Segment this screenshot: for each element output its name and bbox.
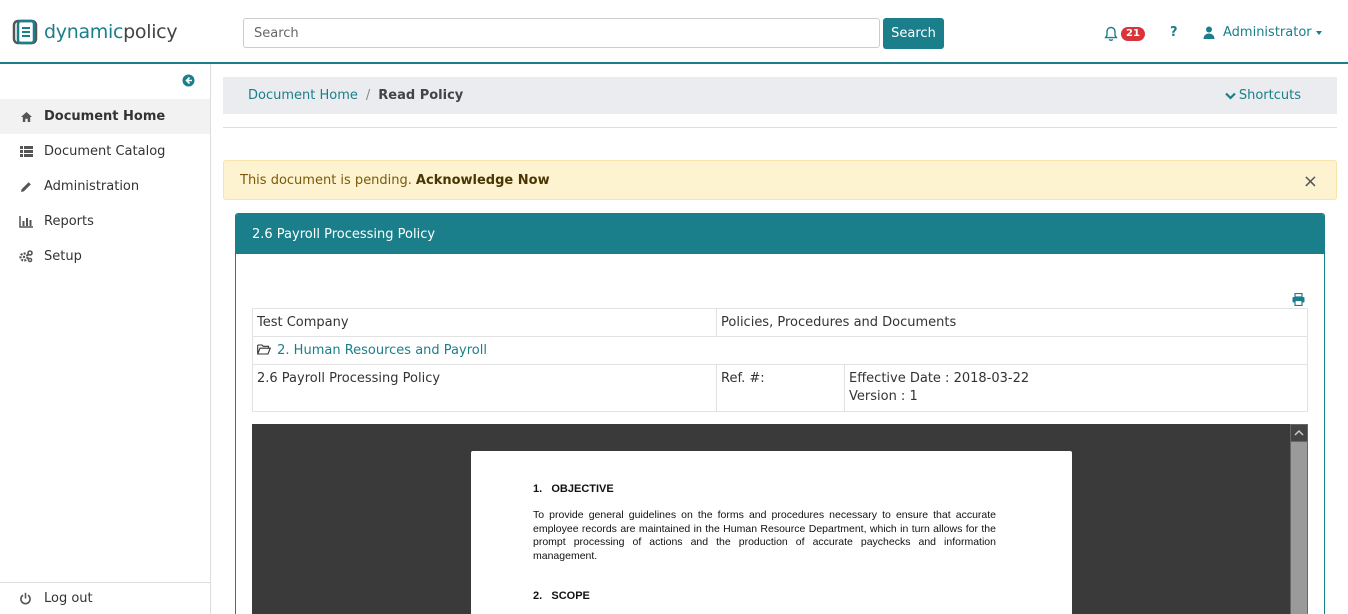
document-viewer[interactable]: [252, 424, 1308, 614]
notification-badge[interactable]: 21: [1121, 27, 1145, 41]
sidebar-item-label: Setup: [44, 249, 82, 264]
chevron-down-icon: [1316, 31, 1322, 35]
folder-link[interactable]: 2. Human Resources and Payroll: [277, 343, 487, 358]
effective-cell: [845, 365, 1308, 412]
category-cell: Policies, Procedures and Documents: [717, 309, 1308, 337]
scroll-up-button[interactable]: [1291, 425, 1307, 441]
sidebar-item-label: Reports: [44, 214, 94, 229]
chevron-up-icon: [1291, 425, 1307, 441]
user-menu[interactable]: [1203, 25, 1322, 40]
ref-cell: Ref. #:: [717, 365, 845, 412]
print-icon[interactable]: [1292, 293, 1305, 306]
sidebar-item-label: Administration: [44, 179, 140, 194]
table-row: [253, 365, 1308, 412]
panel-title: 2.6 Payroll Processing Policy: [236, 214, 1324, 254]
sidebar-item-reports[interactable]: [0, 204, 210, 239]
sidebar-item-document-catalog[interactable]: [0, 134, 210, 169]
logo-text: dynamicpolicy: [44, 21, 178, 43]
alert-text: This document is pending.: [240, 172, 412, 188]
help-icon[interactable]: ?: [1170, 25, 1178, 40]
list-icon: [19, 145, 33, 159]
version: Version : 1: [849, 389, 918, 404]
breadcrumb-home-link[interactable]: Document Home: [248, 88, 358, 103]
sidebar-item-document-home[interactable]: [0, 99, 210, 134]
pending-alert: [223, 160, 1337, 200]
viewer-scrollbar[interactable]: [1290, 424, 1308, 614]
sidebar-item-label: Document Catalog: [44, 144, 166, 159]
chevron-down-icon: [1225, 92, 1236, 100]
shortcuts-label: Shortcuts: [1238, 88, 1301, 103]
document-page: [471, 451, 1072, 614]
gears-icon: [19, 250, 33, 264]
section-heading: 1. OBJECTIVE: [533, 483, 614, 495]
logo[interactable]: [12, 17, 177, 47]
company-cell: Test Company: [253, 309, 717, 337]
close-icon[interactable]: ×: [1302, 171, 1318, 192]
section-text: To provide general guidelines on the forms and procedures necessary to ensure that accurate employee records are maintained in the Human Resource Department, which in turn allows for the prompt processing of actions and the production of accurate paychecks and information management.: [533, 509, 996, 562]
acknowledge-now-link[interactable]: Acknowledge Now: [415, 172, 550, 188]
chart-icon: [19, 215, 33, 229]
sidebar: [0, 64, 211, 614]
sidebar-item-label: Document Home: [44, 109, 166, 124]
bell-icon[interactable]: [1104, 26, 1118, 42]
sidebar-item-administration[interactable]: [0, 169, 210, 204]
folder-cell: [253, 337, 1308, 365]
search-button[interactable]: Search: [883, 18, 944, 49]
user-icon: [1203, 26, 1215, 39]
table-row: [253, 337, 1308, 365]
section-heading: 2. SCOPE: [533, 590, 590, 602]
folder-open-icon: [257, 344, 271, 355]
policy-info-table: [252, 308, 1308, 412]
top-navbar: [0, 0, 1348, 64]
table-row: [253, 309, 1308, 337]
breadcrumb-separator: /: [365, 88, 371, 103]
divider: [223, 127, 1337, 128]
policy-panel: [235, 213, 1325, 614]
shortcuts-toggle[interactable]: [1225, 88, 1301, 103]
scroll-thumb[interactable]: [1291, 442, 1307, 614]
effective-date: Effective Date : 2018-03-22: [849, 371, 1030, 386]
pencil-icon: [19, 180, 33, 194]
user-name: Administrator: [1223, 25, 1312, 40]
logout-button[interactable]: [0, 582, 210, 614]
logo-icon: [12, 18, 40, 46]
doc-name-cell: 2.6 Payroll Processing Policy: [253, 365, 717, 412]
collapse-sidebar-icon[interactable]: [182, 74, 195, 87]
logout-label: Log out: [44, 591, 93, 606]
power-icon: [19, 592, 33, 606]
breadcrumb-current: Read Policy: [378, 88, 464, 103]
breadcrumb: [223, 77, 1337, 114]
home-icon: [19, 110, 33, 124]
search-input[interactable]: [243, 18, 880, 48]
sidebar-item-setup[interactable]: [0, 239, 210, 274]
